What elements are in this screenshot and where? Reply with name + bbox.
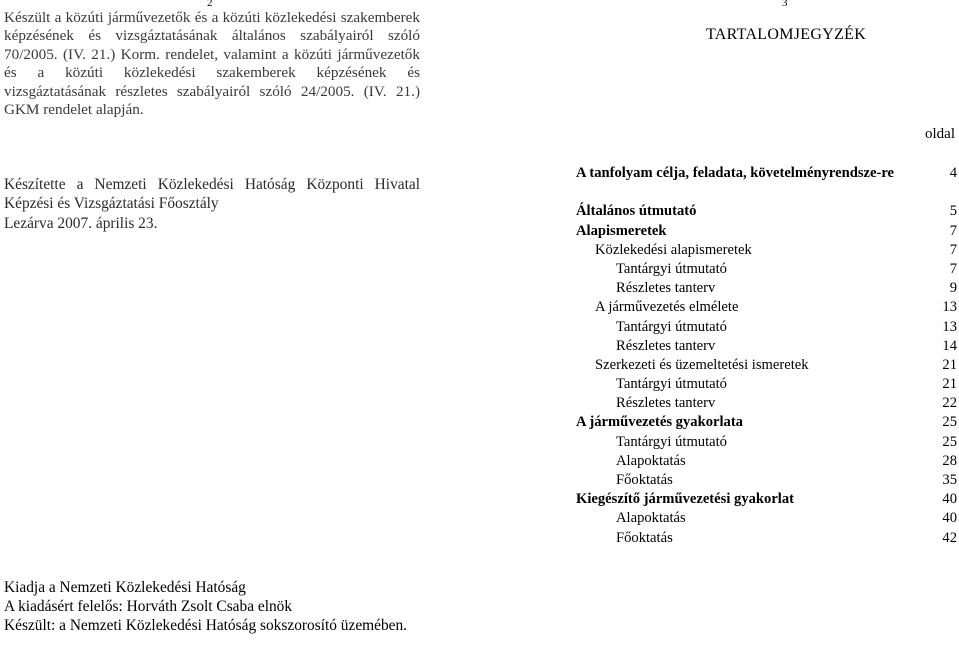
toc-entry-page: 9 xyxy=(949,280,957,297)
toc-entry-subject-guide[interactable] xyxy=(576,433,958,452)
toc-entry-general-guide[interactable] xyxy=(576,202,958,221)
toc-entry-page: 7 xyxy=(949,222,957,239)
toc-entry-label: Szerkezeti és üzemeltetési ismeretek xyxy=(595,356,809,373)
toc-entry-label: Alapismeretek xyxy=(576,222,667,239)
toc-entry-label: Tantárgyi útmutató xyxy=(616,376,727,393)
toc-entry-page: 21 xyxy=(942,356,957,373)
toc-entry-subject-guide[interactable] xyxy=(576,318,958,337)
toc-entry-page: 22 xyxy=(942,395,957,412)
page-number-right: 3 xyxy=(782,0,788,9)
toc-entry-label: Főoktatás xyxy=(616,529,673,546)
toc-list xyxy=(576,164,958,548)
toc-entry-page: 7 xyxy=(949,260,957,277)
closing-date: Lezárva 2007. április 23. xyxy=(4,214,158,232)
printer-line: Készült: a Nemzeti Közlekedési Hatóság sokszorosító üzemében. xyxy=(4,617,408,634)
toc-entry-page: 5 xyxy=(949,203,957,220)
toc-entry-page: 35 xyxy=(942,472,957,489)
toc-entry-supplementary-practice[interactable] xyxy=(576,490,958,509)
toc-entry-label: Részletes tanterv xyxy=(616,395,716,412)
toc-entry-page: 25 xyxy=(942,414,957,431)
publisher-line: Kiadja a Nemzeti Közlekedési Hatóság xyxy=(4,579,246,596)
toc-entry-basic-training[interactable] xyxy=(576,452,958,471)
toc-entry-detailed-curriculum[interactable] xyxy=(576,337,958,356)
toc-entry-label: A tanfolyam célja, feladata, követelményrendsze-re xyxy=(576,165,895,181)
toc-entry-page: 40 xyxy=(942,491,957,508)
responsible-line: A kiadásért felelős: Horváth Zsolt Csaba elnök xyxy=(4,598,293,615)
toc-entry-page: 13 xyxy=(942,299,957,316)
toc-entry-label: Főoktatás xyxy=(616,472,673,489)
toc-entry-basics[interactable] xyxy=(576,222,958,241)
toc-title: TARTALOMJEGYZÉK xyxy=(706,26,867,43)
toc-entry-basic-training[interactable] xyxy=(576,509,958,528)
toc-entry-page: 42 xyxy=(942,529,957,546)
toc-entry-label: Tantárgyi útmutató xyxy=(616,260,727,277)
author-block xyxy=(4,175,420,233)
toc-entry-main-training[interactable] xyxy=(576,471,958,490)
toc-entry-label: Részletes tanterv xyxy=(616,280,716,297)
toc-entry-subject-guide[interactable] xyxy=(576,375,958,394)
toc-entry-driving-practice[interactable] xyxy=(576,413,958,432)
toc-entry-label: Tantárgyi útmutató xyxy=(616,318,727,335)
toc-entry-label: Alapoktatás xyxy=(616,510,686,527)
toc-entry-label: Kiegészítő járművezetési gyakorlat xyxy=(576,491,795,508)
toc-entry-label: Részletes tanterv xyxy=(616,337,716,354)
toc-entry-page: 7 xyxy=(949,241,957,258)
toc-entry-page: 40 xyxy=(942,510,957,527)
toc-entry-subject-guide[interactable] xyxy=(576,260,958,279)
author-text: Készítette a Nemzeti Közlekedési Hatóság Központi Hivatal Képzési és Vizsgáztatási Főosztály xyxy=(4,176,420,213)
toc-entry-course-goals[interactable] xyxy=(576,164,958,202)
toc-entry-label: A járművezetés gyakorlata xyxy=(576,414,743,431)
toc-entry-page: 4 xyxy=(949,165,957,181)
toc-entry-page: 21 xyxy=(942,376,957,393)
toc-entry-detailed-curriculum[interactable] xyxy=(576,394,958,413)
page-number-left: 2 xyxy=(207,0,213,9)
toc-entry-main-training[interactable] xyxy=(576,529,958,548)
toc-entry-vehicle-knowledge[interactable] xyxy=(576,356,958,375)
toc-entry-label: Tantárgyi útmutató xyxy=(616,433,727,450)
toc-entry-page: 14 xyxy=(942,337,957,354)
toc-entry-label: Általános útmutató xyxy=(576,203,697,220)
toc-entry-label: Közlekedési alapismeretek xyxy=(595,241,752,258)
toc-entry-driving-theory[interactable] xyxy=(576,298,958,317)
toc-entry-page: 28 xyxy=(942,452,957,469)
toc-entry-label: Alapoktatás xyxy=(616,452,686,469)
publisher-block xyxy=(4,578,420,635)
toc-entry-label: A járművezetés elmélete xyxy=(595,299,739,316)
toc-entry-traffic-basics[interactable] xyxy=(576,241,958,260)
toc-entry-page: 13 xyxy=(942,318,957,335)
legal-basis-paragraph: Készült a közúti járművezetők és a közúti közlekedési szakemberek képzésének és vizsgáztatásának általános szabályairól szóló 70/2005. (IV. 21.) Korm. rendelet, valamint a közúti járművezetők és a közúti közlekedési szakemberek képzésének és vizsgáztatásának részletes szabályairól szóló 24/2005. (IV. 21.) GKM rendelet alapján. xyxy=(4,9,420,119)
toc-page-column-header: oldal xyxy=(925,126,955,142)
toc-entry-detailed-curriculum[interactable] xyxy=(576,279,958,298)
toc-entry-page: 25 xyxy=(942,433,957,450)
